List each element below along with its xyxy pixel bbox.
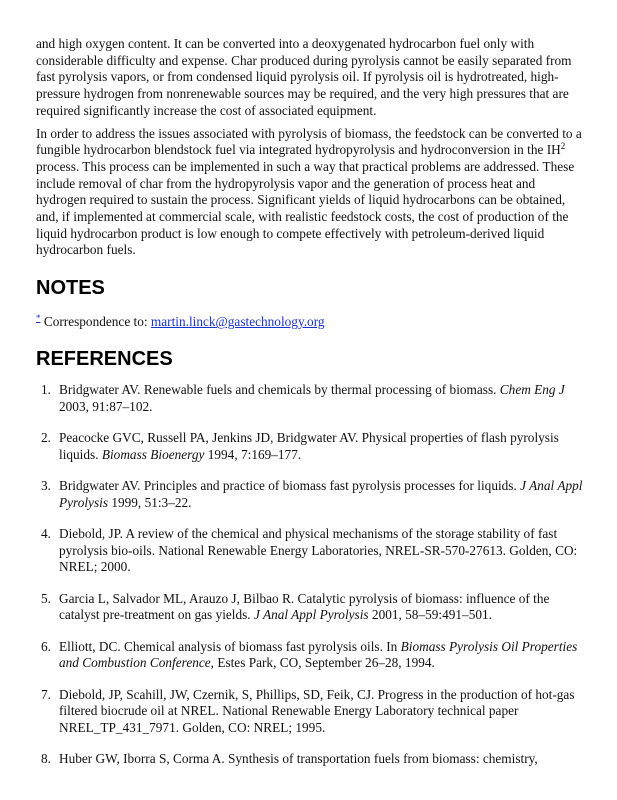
references-list [36, 382, 584, 768]
reference-text: Diebold, JP. A review of the chemical and physical mechanisms of the storage stability of fast pyrolysis bio-oils. National Renewable Energy Laboratories, NREL-SR-570-27613. Golden, CO: NREL; 2000. [59, 525, 578, 575]
footnote-marker-link[interactable]: * [36, 313, 41, 324]
document-page [36, 36, 584, 783]
reference-number: 7. [41, 686, 51, 702]
reference-text: Garcia L, Salvador ML, Arauzo J, Bilbao R. Catalytic pyrolysis of biomass: influence of the catalyst pre-treatment on gas yields. [59, 590, 550, 623]
reference-number: 8. [41, 751, 51, 767]
reference-number: 5. [41, 590, 51, 606]
body-paragraph-2 [36, 126, 584, 260]
reference-text: Elliott, DC. Chemical analysis of biomass fast pyrolysis oils. In [59, 638, 401, 654]
paragraph-text-continued: process. This process can be implemented in such a way that practical problems are addressed. These include removal of char from the hydropyrolysis vapor and the generation of process heat and hydrogen required to sustain the process. Significant yields of liquid hydrocarbons can be obtained, and, if implemented at commercial scale, with realistic feedstock costs, the cost of production of the liquid hydrocarbon product is low enough to compete effectively with petroleum-derived liquid hydrocarbon fuels. [36, 158, 575, 258]
reference-citation: 1999, 51:3–22. [108, 494, 192, 510]
reference-item [36, 639, 584, 672]
reference-journal: Biomass Pyrolysis Oil Properties and Combustion Conference [59, 638, 578, 671]
correspondence-label: Correspondence to: [43, 314, 148, 330]
references-heading: REFERENCES [36, 347, 173, 370]
correspondence-note [36, 314, 584, 331]
reference-number: 6. [41, 638, 51, 654]
reference-item [36, 526, 584, 576]
superscript: 2 [560, 141, 566, 152]
reference-item [36, 591, 584, 624]
reference-text: Bridgwater AV. Renewable fuels and chemicals by thermal processing of biomass. [59, 381, 500, 397]
paragraph-text: and high oxygen content. It can be converted into a deoxygenated hydrocarbon fuel only with considerable difficulty and expense. Char produced during pyrolysis cannot be easily separated from fast pyrolysis vapors, or from condensed liquid pyrolysis oil. If pyrolysis oil is hydrotreated, high-pressure hydrogen from nonrenewable sources may be required, and the very high pressures that are required significantly increase the cost of associated equipment. [36, 36, 572, 118]
reference-number: 1. [41, 381, 51, 397]
notes-heading: NOTES [36, 277, 105, 300]
reference-item [36, 478, 584, 511]
reference-citation: 2003, 91:87–102. [59, 398, 153, 414]
email-link[interactable]: martin.linck@gastechnology.org [150, 314, 325, 330]
reference-journal: J Anal Appl Pyrolysis [253, 607, 369, 623]
reference-text: Peacocke GVC, Russell PA, Jenkins JD, Bridgwater AV. Physical properties of flash pyrolysis liquids. [59, 429, 559, 462]
reference-item [36, 430, 584, 463]
reference-text: Diebold, JP, Scahill, JW, Czernik, S, Phillips, SD, Feik, CJ. Progress in the production of hot-gas filtered biocrude oil at NREL. National Renewable Energy Laboratory technical paper NREL_TP_431_7971. Golden, CO: NREL; 1995. [59, 686, 575, 735]
reference-item [36, 382, 584, 415]
reference-citation: 1994, 7:169–177. [204, 446, 302, 462]
reference-item [36, 751, 584, 768]
reference-journal: Biomass Bioenergy [101, 446, 205, 462]
reference-citation: , Estes Park, CO, September 26–28, 1994. [210, 655, 435, 671]
body-paragraph-1 [36, 36, 584, 120]
reference-number: 4. [41, 525, 51, 541]
paragraph-text: In order to address the issues associated with pyrolysis of biomass, the feedstock can be converted to a fungible hydrocarbon blendstock fuel via integrated hydropyrolysis and hydroconversion in the IH [36, 125, 582, 158]
reference-number: 2. [41, 429, 51, 445]
reference-text: Bridgwater AV. Principles and practice of biomass fast pyrolysis processes for liquids. [59, 477, 521, 493]
reference-citation: 2001, 58–59:491–501. [368, 607, 492, 623]
reference-journal: J Anal Appl Pyrolysis [59, 477, 583, 510]
reference-item [36, 687, 584, 737]
reference-number: 3. [41, 477, 51, 493]
reference-text: Huber GW, Iborra S, Corma A. Synthesis of transportation fuels from biomass: chemistry, [59, 751, 538, 767]
reference-journal: Chem Eng J [499, 381, 565, 397]
